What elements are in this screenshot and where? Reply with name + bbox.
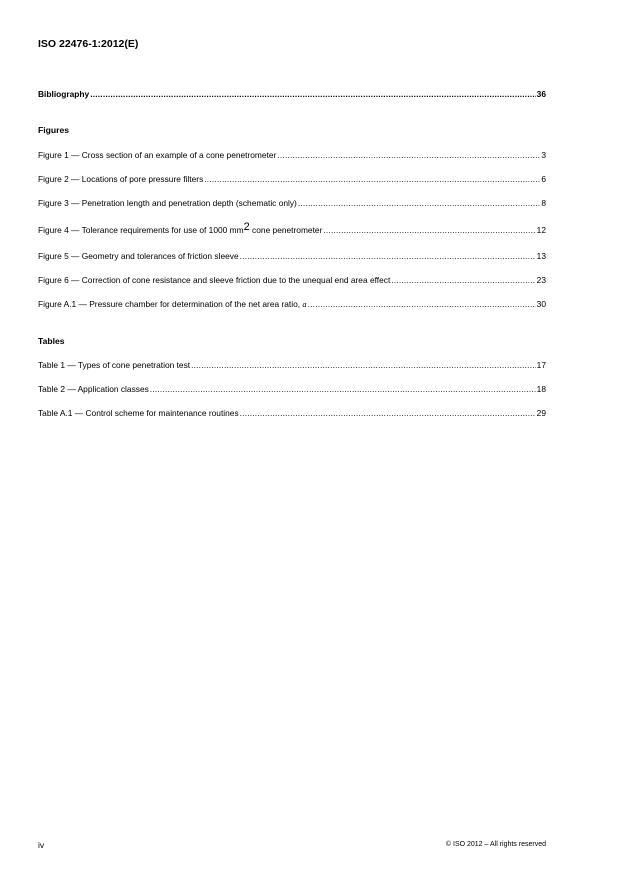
toc-entry-page: 23 xyxy=(536,275,546,285)
toc-entry-figure-6[interactable] xyxy=(38,275,546,285)
toc-entry-page: 6 xyxy=(541,174,546,184)
toc-entry-label-text: Figure A.1 — Pressure chamber for determination of the net area ratio, xyxy=(38,299,303,309)
toc-entry-figure-5[interactable] xyxy=(38,251,546,261)
page-number: iv xyxy=(38,840,45,850)
dot-leader xyxy=(277,150,540,160)
toc-entry-table-1[interactable] xyxy=(38,360,546,370)
toc-entry-figure-4[interactable] xyxy=(38,221,546,235)
toc-entry-table-a1[interactable] xyxy=(38,408,546,418)
toc-entry-page: 36 xyxy=(536,89,546,99)
toc-entry-label xyxy=(38,299,307,309)
dot-leader xyxy=(191,360,536,370)
tables-heading: Tables xyxy=(38,336,65,346)
dot-leader xyxy=(240,251,536,261)
toc-entry-label: Figure 5 — Geometry and tolerances of friction sleeve xyxy=(38,251,239,261)
toc-entry-label xyxy=(38,221,323,235)
toc-entry-figure-a1[interactable] xyxy=(38,299,546,309)
toc-entry-page: 29 xyxy=(536,408,546,418)
toc-entry-figure-2[interactable] xyxy=(38,174,546,184)
toc-entry-figure-3[interactable] xyxy=(38,198,546,208)
toc-entry-page: 8 xyxy=(541,198,546,208)
document-id-header: ISO 22476-1:2012(E) xyxy=(38,38,139,50)
dot-leader xyxy=(323,225,535,235)
toc-entry-label: Figure 6 — Correction of cone resistance and sleeve friction due to the unequal end area effect xyxy=(38,275,391,285)
superscript: 2 xyxy=(243,221,250,233)
dot-leader xyxy=(391,275,535,285)
toc-entry-table-2[interactable] xyxy=(38,384,546,394)
toc-entry-figure-1[interactable] xyxy=(38,150,546,160)
toc-entry-label-text-end: cone penetrometer xyxy=(249,225,323,235)
toc-entry-label: Figure 2 — Locations of pore pressure filters xyxy=(38,174,204,184)
dot-leader xyxy=(240,408,536,418)
toc-entry-label: Figure 1 — Cross section of an example of a cone penetrometer xyxy=(38,150,277,160)
dot-leader xyxy=(204,174,540,184)
dot-leader xyxy=(298,198,540,208)
dot-leader xyxy=(308,299,536,309)
toc-entry-page: 13 xyxy=(536,251,546,261)
toc-entry-page: 17 xyxy=(536,360,546,370)
toc-entry-label: Table 2 — Application classes xyxy=(38,384,149,394)
toc-entry-label-text: Figure 4 — Tolerance requirements for use of 1000 mm xyxy=(38,225,244,235)
toc-entry-page: 18 xyxy=(536,384,546,394)
toc-entry-label: Bibliography xyxy=(38,89,90,99)
toc-entry-page: 30 xyxy=(536,299,546,309)
toc-entry-label: Table 1 — Types of cone penetration test xyxy=(38,360,191,370)
toc-entry-label: Table A.1 — Control scheme for maintenance routines xyxy=(38,408,239,418)
toc-entry-bibliography[interactable] xyxy=(38,89,546,99)
figures-heading: Figures xyxy=(38,125,70,135)
toc-entry-label: Figure 3 — Penetration length and penetration depth (schematic only) xyxy=(38,198,297,208)
copyright-notice: © ISO 2012 – All rights reserved xyxy=(445,841,546,848)
toc-entry-page: 3 xyxy=(541,150,546,160)
dot-leader xyxy=(90,89,535,99)
dot-leader xyxy=(150,384,536,394)
toc-entry-page: 12 xyxy=(536,225,546,235)
variable-a: a xyxy=(302,300,307,309)
